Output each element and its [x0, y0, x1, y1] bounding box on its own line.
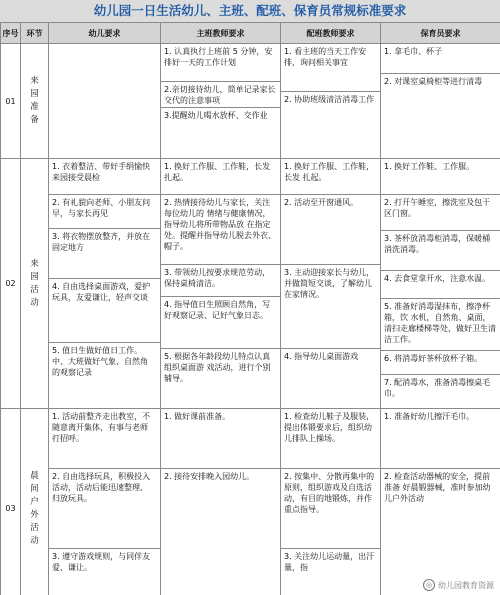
table-header-row — [1, 23, 500, 44]
row-segment-label: 来园活动 — [30, 258, 39, 308]
cell-item: 1. 换好工作服、工作鞋，长发 扎起。 — [281, 159, 380, 195]
cell-item: 1. 准备好幼儿擦汗毛巾。 — [381, 409, 500, 469]
cell-item: 1. 做好课前准备。 — [161, 409, 280, 469]
header-no: 序号 — [1, 23, 21, 44]
child-cell — [49, 409, 161, 595]
row-segment — [21, 159, 49, 409]
row-segment — [21, 44, 49, 159]
child-cell — [49, 159, 161, 409]
cell-item: 5. 根据各年龄段幼儿特点认真组织桌面游 戏活动，进行个别辅导。 — [164, 352, 271, 383]
cell-item: 2. 打开午睡室，擦洗室及包干区门窗。 — [381, 195, 500, 231]
lead-teacher-cell — [161, 44, 281, 159]
watermark — [423, 579, 494, 591]
cell-item: 2. 接待安排晚入园幼儿。 — [164, 472, 255, 481]
watermark-icon: ◎ — [423, 579, 435, 591]
cell-item: 3. 带领幼儿按要求规范劳动，保持桌椅清洁。 — [161, 265, 280, 297]
cell-item: 4. 指导值日生照顾自然角，写好观察记录、记好气象日志。 — [161, 297, 280, 349]
cell-item: 7. 配消毒水，准备消毒擦桌毛巾。 — [384, 378, 491, 398]
cell-item: 2. 对课室桌椅柜等进行清毒 — [384, 77, 483, 86]
cell-item: 5. 值日生做好值日工作。中、大班做好气象、自然角 的观察记录 — [52, 346, 148, 377]
row-segment — [21, 409, 49, 595]
table-row — [1, 159, 500, 409]
document-title: 幼儿园一日生活幼儿、主班、配班、保育员常规标准要求 — [0, 0, 500, 23]
cell-item: 5. 准备好消毒湿抹布，擦净杯箱，饮 水机，自然角、桌面，清扫走廊楼梯等处，做好卫生清洁工作。 — [381, 299, 500, 351]
cell-item: 2. 活动至开窗通风。 — [281, 195, 380, 265]
cell-item: 3. 将衣物摆放整齐，并放在 固定地方 — [49, 229, 160, 279]
cell-item: 4. 指导幼儿桌面游戏 — [284, 352, 359, 361]
cell-item: 3. 主动迎接家长与幼儿，并做简短交谈，了解幼儿在家情况。 — [281, 265, 380, 349]
cell-item: 2. 协助班级清洁消毒工作 — [284, 95, 375, 104]
assistant-teacher-cell — [281, 159, 381, 409]
header-segment: 环节 — [21, 23, 49, 44]
cell-item: 1. 换好工作服、工作鞋，长发扎起。 — [161, 159, 280, 195]
cell-item: 1. 拿毛巾、杯子 — [381, 44, 500, 74]
cell-item: 3. 茶杯放消毒柜消毒，保暖桶消洗消毒。 — [381, 231, 500, 271]
cell-item: 3. 关注幼儿运动量，出汗量，指 — [284, 552, 375, 572]
lead-teacher-cell — [161, 409, 281, 595]
cell-item: 2. 自由选择玩具，积极投入 活动，活动后能迅速整理、 归放玩具。 — [49, 469, 160, 549]
cell-item: 1. 换好工作鞋、工作服。 — [381, 159, 500, 195]
cell-item: 1. 检查幼儿鞋子及服装，提出体锻要求后，组织幼儿排队上操场。 — [281, 409, 380, 469]
table-row — [1, 44, 500, 159]
child-cell — [49, 44, 161, 159]
cell-item: 4. 自由选择桌面游戏，爱护 玩具，友爱谦让，轻声交谈 — [49, 279, 160, 343]
row-segment-label: 晨间户外活动 — [30, 470, 39, 546]
lead-teacher-cell — [161, 159, 281, 409]
cell-item: 4. 去食堂拿开水，注意水温。 — [381, 271, 500, 299]
header-assistant-teacher: 配班教师要求 — [281, 23, 381, 44]
row-no: 01 — [1, 44, 21, 159]
header-caregiver: 保育员要求 — [381, 23, 500, 44]
row-no: 03 — [1, 409, 21, 595]
cell-item: 2. 检查活动器械的安全，提前准备 好晨锻器械，准时参加幼儿户外活动 — [384, 472, 491, 503]
caregiver-cell — [381, 159, 500, 409]
row-no: 02 — [1, 159, 21, 409]
cell-item: 2. 热情接待幼儿与家长，关注每位幼儿的 情绪与健康情况，指导幼儿将所带物品放 在指定处。提醒并指导幼儿脱去外衣、帽子。 — [161, 195, 280, 265]
cell-item: 1. 看主班的当天工作安排，询问相关事宜 — [281, 44, 380, 92]
assistant-teacher-cell — [281, 44, 381, 159]
table-row — [1, 409, 500, 595]
cell-item: 6. 将消毒好茶杯放杯子箱。 — [381, 351, 500, 375]
row-segment-label: 来园准备 — [30, 76, 39, 125]
header-child: 幼儿要求 — [49, 23, 161, 44]
caregiver-cell — [381, 44, 500, 159]
caregiver-cell — [381, 409, 500, 595]
standards-table — [0, 22, 500, 595]
cell-item: 3. 遵守游戏规则，与同伴友爱、谦让。 — [52, 552, 151, 572]
cell-item: 2.亲切接待幼儿，简单记录家长交代的注意事项 — [161, 82, 280, 108]
watermark-text: 幼儿园教育资源 — [438, 580, 494, 590]
cell-item: 1. 衣着整洁、带好手绢愉快 来园接受晨检 — [49, 159, 160, 195]
cell-item: 2. 有礼貌向老师、小朋友问早，与家长再见 — [49, 195, 160, 229]
cell-item: 2. 按集中、分散再集中的原则，组织游戏及自选活动，有目的地锻炼，并作重点指导。 — [281, 469, 380, 549]
cell-item: 3.提醒幼儿喝水放杯、交作业 — [164, 111, 268, 120]
header-lead-teacher: 主班教师要求 — [161, 23, 281, 44]
cell-item: 1. 认真执行上班前 5 分钟，安排好一天的工作计划 — [161, 44, 280, 82]
assistant-teacher-cell — [281, 409, 381, 595]
cell-item: 1. 活动前整齐走出教室，不 随意离开集体，有事与老师 打招呼。 — [49, 409, 160, 469]
